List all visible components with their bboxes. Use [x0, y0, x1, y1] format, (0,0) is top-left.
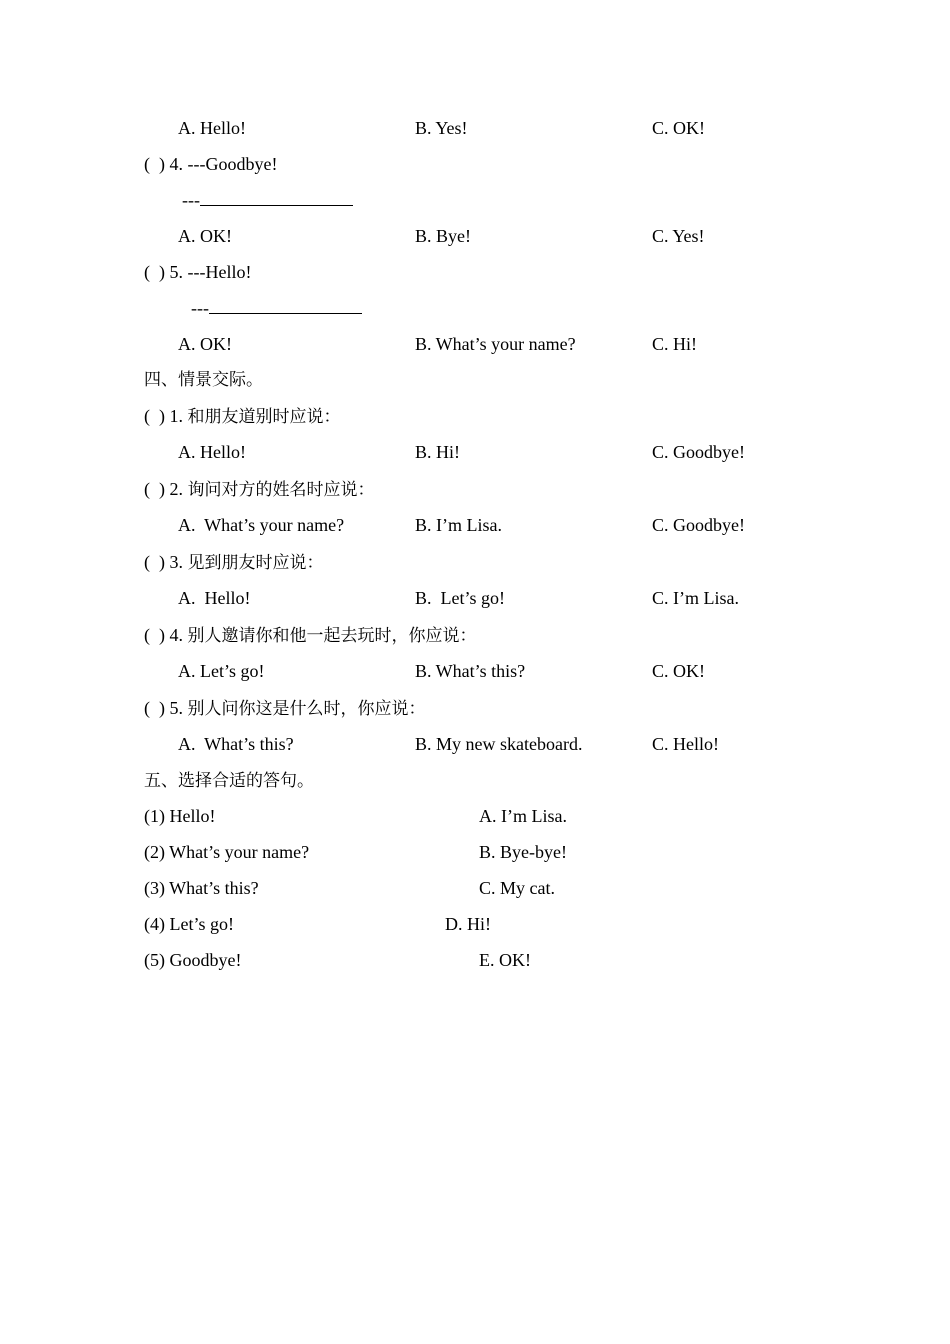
- s4-q3-num: ( ) 3.: [144, 552, 183, 572]
- q5-option-b: B. What’s your name?: [415, 334, 576, 354]
- q5-answer-line: [191, 296, 362, 320]
- q4-answer-blank[interactable]: [200, 190, 353, 206]
- s4-q4-num: ( ) 4.: [144, 625, 183, 645]
- s4-q2-num: ( ) 2.: [144, 479, 183, 499]
- s5-left-4: (4) Let’s go!: [144, 914, 234, 934]
- s4-q3-line: [144, 550, 324, 575]
- s5-right-1: A. I’m Lisa.: [479, 806, 567, 826]
- s5-right-3: C. My cat.: [479, 878, 555, 898]
- s4-q2-option-a: A. What’s your name?: [178, 515, 345, 535]
- s4-q2-line: [144, 477, 375, 502]
- q5-option-c: C. Hi!: [652, 334, 697, 354]
- s4-q2-text: 询问对方的姓名时应说：: [187, 480, 375, 500]
- s4-q1-text: 和朋友道别时应说：: [187, 407, 341, 427]
- s4-q4-option-b: B. What’s this?: [415, 661, 526, 681]
- section5-title: 五、选择合适的答句。: [144, 771, 314, 791]
- q5-answer-prefix: ---: [191, 298, 209, 318]
- s4-q5-option-b: B. My new skateboard.: [415, 734, 583, 754]
- q4-prompt: ( ) 4. ---Goodbye!: [144, 154, 278, 174]
- s4-q1-line: [144, 404, 341, 429]
- q5-prompt: ( ) 5. ---Hello!: [144, 262, 252, 282]
- q4-option-c: C. Yes!: [652, 226, 705, 246]
- s5-left-1: (1) Hello!: [144, 806, 216, 826]
- section4-title: 四、情景交际。: [144, 370, 263, 390]
- s4-q5-option-c: C. Hello!: [652, 734, 719, 754]
- s4-q5-text: 别人问你这是什么时，你应说：: [187, 699, 426, 719]
- s5-left-3: (3) What’s this?: [144, 878, 259, 898]
- q3-option-a: A. Hello!: [178, 118, 246, 138]
- q3-option-c: C. OK!: [652, 118, 705, 138]
- s4-q4-line: [144, 623, 477, 648]
- q4-option-b: B. Bye!: [415, 226, 471, 246]
- s4-q2-option-b: B. I’m Lisa.: [415, 515, 502, 535]
- s4-q3-option-c: C. I’m Lisa.: [652, 588, 739, 608]
- s4-q4-option-c: C. OK!: [652, 661, 705, 681]
- s4-q1-num: ( ) 1.: [144, 406, 183, 426]
- q5-option-a: A. OK!: [178, 334, 232, 354]
- s4-q2-option-c: C. Goodbye!: [652, 515, 745, 535]
- q5-answer-blank[interactable]: [209, 298, 362, 314]
- s4-q5-line: [144, 696, 426, 721]
- s5-left-2: (2) What’s your name?: [144, 842, 310, 862]
- q4-answer-prefix: ---: [182, 190, 200, 210]
- q4-option-a: A. OK!: [178, 226, 232, 246]
- s4-q4-option-a: A. Let’s go!: [178, 661, 265, 681]
- q4-answer-line: [182, 188, 353, 212]
- s5-right-4: D. Hi!: [445, 914, 491, 934]
- s4-q5-num: ( ) 5.: [144, 698, 183, 718]
- s4-q1-option-c: C. Goodbye!: [652, 442, 745, 462]
- s4-q5-option-a: A. What’s this?: [178, 734, 294, 754]
- s5-right-2: B. Bye-bye!: [479, 842, 567, 862]
- s4-q4-text: 别人邀请你和他一起去玩时，你应说：: [187, 626, 477, 646]
- q3-option-b: B. Yes!: [415, 118, 468, 138]
- s4-q1-option-b: B. Hi!: [415, 442, 460, 462]
- s4-q1-option-a: A. Hello!: [178, 442, 246, 462]
- s5-right-5: E. OK!: [479, 950, 531, 970]
- s4-q3-text: 见到朋友时应说：: [187, 553, 324, 573]
- s4-q3-option-a: A. Hello!: [178, 588, 251, 608]
- s5-left-5: (5) Goodbye!: [144, 950, 242, 970]
- s4-q3-option-b: B. Let’s go!: [415, 588, 505, 608]
